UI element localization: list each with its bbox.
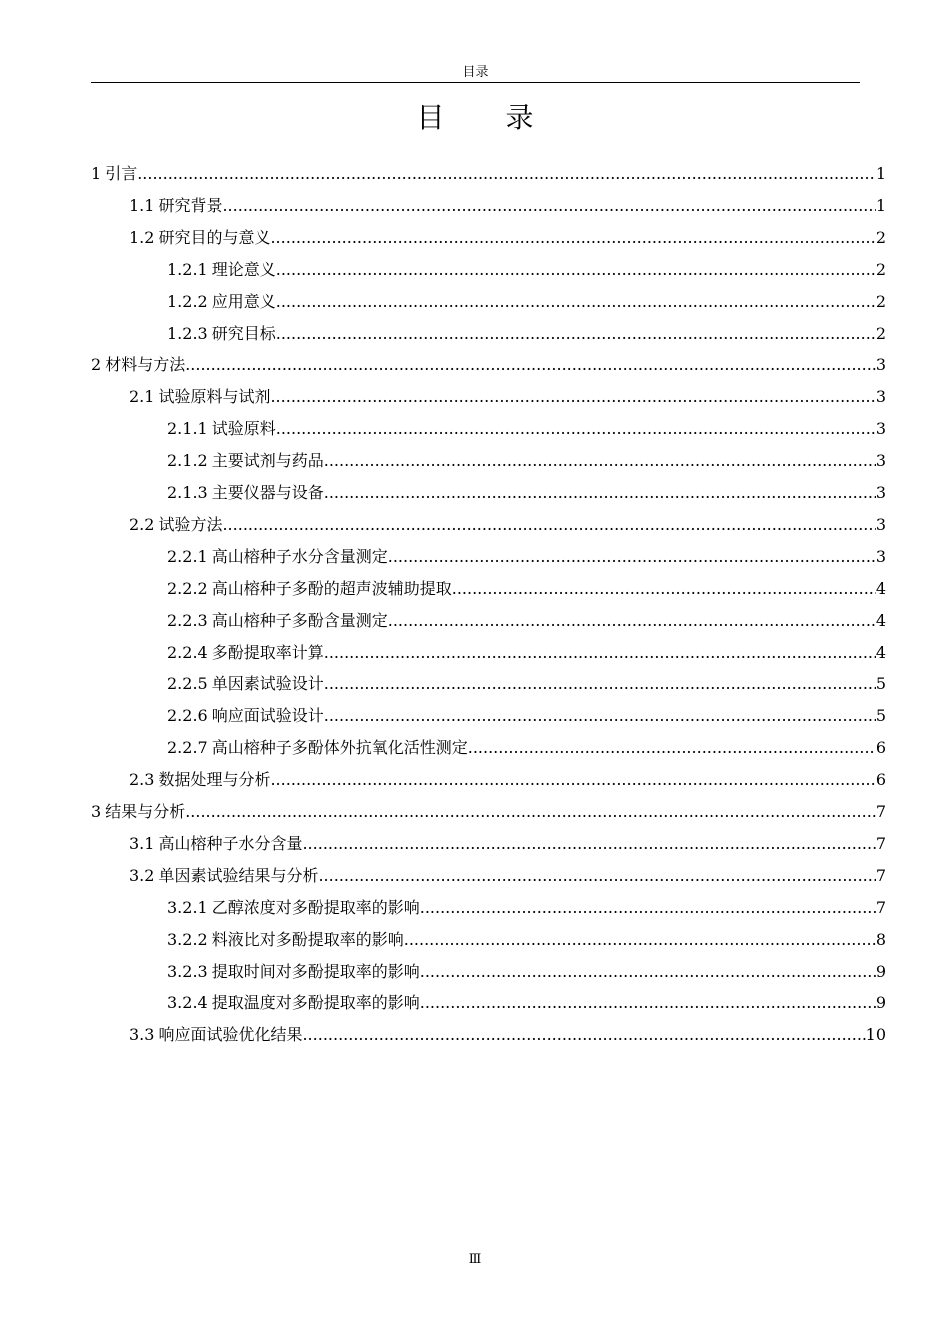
toc-entry-number: 2 (91, 355, 102, 375)
toc-entry[interactable] (91, 154, 886, 184)
toc-entry-page: 4 (875, 578, 886, 598)
toc-entry-number: 1.2.2 (167, 291, 208, 311)
toc-dot-leader (270, 387, 875, 407)
toc-entry-number: 2.1.2 (167, 451, 208, 471)
toc-entry-page: 3 (875, 419, 886, 439)
toc-dot-leader (324, 451, 876, 471)
toc-entry-page: 6 (875, 738, 886, 758)
page-number: Ⅲ (468, 1252, 482, 1267)
toc-entry[interactable] (129, 186, 886, 216)
toc-dot-leader (324, 483, 876, 503)
toc-entry-title: 结果与分析 (105, 802, 186, 821)
toc-entry-number: 2.3 (129, 770, 155, 790)
toc-dot-leader (276, 324, 876, 344)
toc-entry-title: 响应面试验优化结果 (158, 1025, 303, 1045)
toc-entry[interactable] (167, 409, 886, 439)
toc-entry-page: 3 (875, 483, 886, 502)
toc-dot-leader (270, 228, 875, 248)
toc-dot-leader (324, 674, 876, 694)
toc-entry-number: 1.1 (129, 195, 155, 215)
toc-dot-leader (388, 611, 876, 631)
toc-entry-page: 8 (875, 929, 886, 949)
toc-dot-leader (302, 1025, 865, 1045)
toc-entry[interactable] (167, 473, 886, 503)
toc-entry-title: 提取温度对多酚提取率的影响 (211, 993, 420, 1013)
toc-entry-title: 试验原料 (211, 419, 276, 439)
toc-entry-title: 高山榕种子多酚含量测定 (211, 610, 388, 630)
toc-entry-page: 9 (875, 961, 886, 981)
toc-entry-number: 2.2.1 (167, 546, 208, 566)
toc-entry-page: 3 (875, 355, 886, 375)
toc-entry-number: 2.2.6 (167, 706, 208, 726)
toc-dot-leader (452, 579, 876, 599)
toc-dot-leader (302, 834, 875, 854)
toc-dot-leader (185, 802, 876, 822)
toc-entry-number: 2.2.5 (167, 674, 208, 694)
toc-entry[interactable] (129, 856, 886, 886)
toc-entry-title: 乙醇浓度对多酚提取率的影响 (211, 897, 420, 917)
toc-entry[interactable] (167, 888, 886, 918)
page-title: 目 录 (416, 101, 560, 134)
toc-entry-page: 1 (875, 164, 886, 183)
toc-entry-page: 10 (865, 1025, 886, 1045)
toc-entry[interactable] (129, 760, 886, 790)
toc-entry-title: 试验方法 (158, 514, 223, 534)
toc-entry[interactable] (91, 345, 886, 375)
toc-dot-leader (270, 770, 875, 790)
toc-entry-page: 6 (875, 770, 886, 790)
toc-entry[interactable] (129, 505, 886, 535)
toc-entry-title: 多酚提取率计算 (211, 642, 324, 662)
toc-entry-title: 高山榕种子水分含量测定 (211, 546, 388, 566)
toc-entry-page: 2 (875, 323, 886, 343)
toc-dot-leader (468, 738, 876, 758)
toc-entry-number: 1 (91, 164, 102, 183)
toc-entry-title: 料液比对多酚提取率的影响 (211, 929, 404, 949)
toc-entry-title: 单因素试验结果与分析 (158, 865, 319, 885)
toc-dot-leader (276, 292, 876, 312)
toc-entry[interactable] (167, 282, 886, 312)
toc-entry[interactable] (129, 218, 886, 248)
toc-entry-title: 应用意义 (211, 291, 276, 311)
toc-dot-leader (324, 706, 876, 726)
toc-entry-number: 3.3 (129, 1025, 155, 1045)
toc-dot-leader (222, 196, 875, 216)
toc-entry-title: 理论意义 (211, 259, 276, 279)
toc-entry[interactable] (167, 537, 886, 567)
toc-entry[interactable] (167, 664, 886, 694)
toc-entry[interactable] (129, 824, 886, 854)
toc-entry-number: 2.1 (129, 387, 155, 407)
toc-entry-title: 单因素试验设计 (211, 674, 324, 694)
toc-entry[interactable] (167, 569, 886, 599)
toc-entry-page: 7 (875, 865, 886, 885)
toc-entry-page: 2 (875, 259, 886, 279)
toc-entry-number: 3.2.4 (167, 993, 208, 1013)
toc-entry-page: 4 (875, 610, 886, 630)
toc-entry-page: 9 (875, 993, 886, 1013)
toc-entry-page: 4 (875, 642, 886, 662)
toc-entry-page: 3 (875, 451, 886, 471)
toc-entry-number: 2.2.4 (167, 642, 208, 662)
toc-dot-leader (222, 515, 875, 535)
header-rule (91, 82, 860, 83)
toc-dot-leader (420, 898, 876, 918)
toc-entry-title: 主要仪器与设备 (211, 483, 324, 502)
toc-entry[interactable] (167, 983, 886, 1013)
toc-entry-number: 1.2 (129, 227, 155, 247)
toc-entry-page: 3 (875, 546, 886, 566)
toc-entry-title: 提取时间对多酚提取率的影响 (211, 961, 420, 981)
toc-entry[interactable] (167, 250, 886, 280)
toc-entry-number: 3.2.1 (167, 897, 208, 917)
toc-entry-title: 数据处理与分析 (158, 770, 271, 790)
toc-dot-leader (388, 547, 876, 567)
toc-entry-number: 3.2.3 (167, 961, 208, 981)
toc-dot-leader (137, 164, 876, 184)
toc-entry[interactable] (129, 1015, 886, 1045)
toc-entry-title: 研究背景 (158, 195, 223, 215)
toc-entry-page: 7 (875, 897, 886, 917)
toc-entry-page: 5 (875, 706, 886, 726)
toc-entry-number: 3.1 (129, 833, 155, 853)
toc-entry-title: 引言 (105, 164, 138, 183)
toc-entry[interactable] (91, 792, 886, 822)
toc-entry-number: 2.2.7 (167, 738, 208, 758)
toc-entry-page: 2 (875, 291, 886, 311)
toc-entry-page: 5 (875, 674, 886, 694)
toc-entry-number: 2.2.3 (167, 610, 208, 630)
toc-dot-leader (404, 930, 876, 950)
toc-entry-number: 3.2 (129, 865, 155, 885)
running-header: 目录 (462, 65, 489, 80)
toc-entry-title: 试验原料与试剂 (158, 387, 271, 407)
toc-dot-leader (276, 419, 876, 439)
toc-entry-page: 3 (875, 387, 886, 407)
toc-entry-title: 研究目标 (211, 323, 276, 343)
toc-entry-page: 7 (875, 802, 886, 821)
toc-dot-leader (185, 355, 876, 375)
toc-entry-number: 1.2.3 (167, 323, 208, 343)
toc-entry[interactable] (129, 377, 886, 407)
toc-entry[interactable] (167, 728, 886, 758)
toc-entry[interactable] (167, 952, 886, 982)
toc-entry-page: 2 (875, 227, 886, 247)
toc-entry[interactable] (167, 920, 886, 950)
toc-entry-page: 7 (875, 833, 886, 853)
toc-dot-leader (420, 962, 876, 982)
toc-entry-number: 3.2.2 (167, 929, 208, 949)
toc-entry[interactable] (167, 601, 886, 631)
toc-entry-number: 2.2.2 (167, 578, 208, 598)
toc-entry-title: 研究目的与意义 (158, 227, 271, 247)
toc-entry[interactable] (167, 314, 886, 344)
toc-entry-title: 主要试剂与药品 (211, 451, 324, 471)
toc-entry-number: 2.2 (129, 514, 155, 534)
toc-entry-page: 1 (875, 195, 886, 215)
toc-entry-title: 高山榕种子多酚体外抗氧化活性测定 (211, 738, 468, 758)
toc-entry-number: 2.1.3 (167, 483, 208, 502)
toc-dot-leader (318, 866, 875, 886)
toc-entry-title: 材料与方法 (105, 355, 186, 375)
toc-entry[interactable] (167, 441, 886, 471)
toc-dot-leader (420, 993, 876, 1013)
toc-entry[interactable] (167, 633, 886, 663)
toc-entry-number: 2.1.1 (167, 419, 208, 439)
toc-entry-number: 1.2.1 (167, 259, 208, 279)
toc-entry[interactable] (167, 696, 886, 726)
toc-entry-page: 3 (875, 514, 886, 534)
toc-entry-title: 高山榕种子水分含量 (158, 833, 303, 853)
toc-dot-leader (276, 260, 876, 280)
toc-entry-number: 3 (91, 802, 102, 821)
toc-entry-title: 响应面试验设计 (211, 706, 324, 726)
toc-dot-leader (324, 643, 876, 663)
toc-entry-title: 高山榕种子多酚的超声波辅助提取 (211, 578, 452, 598)
